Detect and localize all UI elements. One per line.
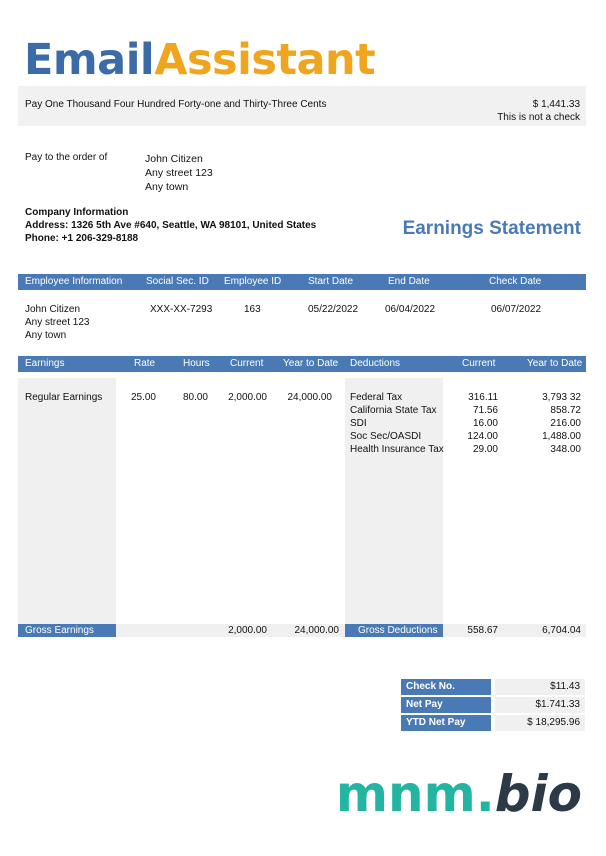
earnings-hours: 80.00 [182,392,208,403]
header-deductions: Deductions [350,358,401,369]
header-end-date: End Date [388,276,430,287]
earnings-item-name: Regular Earnings [25,392,103,403]
header-deductions-ytd: Year to Date [527,358,583,369]
earnings-name-column [18,378,116,624]
check-number-label: Check No. [401,679,491,695]
net-pay-label: Net Pay [401,697,491,713]
header-year-to-date: Year to Date [283,358,339,369]
deduction-current: 29.00 [472,444,498,455]
header-employee-id: Employee ID [224,276,282,287]
gross-earnings-current: 2,000.00 [228,625,267,636]
gross-deductions-current: 558.67 [467,625,498,636]
gross-deductions-ytd: 6,704.04 [542,625,581,636]
deduction-current: 71.56 [472,405,498,416]
company-phone: Phone: +1 206-329-8188 [25,233,139,244]
deduction-name: California State Tax [350,405,437,416]
earnings-ytd: 24,000.00 [287,392,332,403]
header-employee-information: Employee Information [25,276,123,287]
gross-earnings-label-cell [18,624,116,637]
brand-part-mnm: mnm. [335,765,495,823]
deduction-name: Soc Sec/OASDI [350,431,422,442]
deduction-ytd: 3,793 32 [542,392,581,403]
deduction-ytd: 216.00 [550,418,581,429]
gross-deductions-label-cell [345,624,443,637]
employee-start-date: 05/22/2022 [308,304,359,315]
employee-header-row [18,274,586,290]
employee-name: John Citizen [25,304,81,315]
employee-id: 163 [244,304,261,315]
deduction-current: 124.00 [467,431,498,442]
company-info-title: Company Information [25,207,129,218]
employee-street: Any street 123 [25,317,90,328]
pay-to-label: Pay to the order of [25,152,108,163]
header-social-sec-id: Social Sec. ID [146,276,209,287]
gross-earnings-label: Gross Earnings [25,625,94,636]
company-address: Address: 1326 5th Ave #640, Seattle, WA 98101, United States [25,220,317,231]
deduction-ytd: 1,488.00 [542,431,581,442]
header-deductions-current: Current [462,358,496,369]
employee-check-date: 06/07/2022 [491,304,542,315]
header-rate: Rate [134,358,156,369]
ytd-net-pay-value: $ 18,295.96 [495,715,585,731]
payee-name: John Citizen [145,153,203,165]
earnings-rate: 25.00 [130,392,156,403]
employee-town: Any town [25,330,67,341]
header-current: Current [230,358,264,369]
earnings-header-row [18,356,586,372]
gross-earnings-ytd: 24,000.00 [294,625,339,636]
deduction-ytd: 858.72 [550,405,581,416]
email-assistant-logo [24,32,375,88]
mnm-bio-brand [336,766,582,822]
deduction-name: SDI [350,418,367,429]
check-amount: $ 1,441.33 [532,99,580,110]
deduction-name: Federal Tax [350,392,403,403]
deduction-name: Health Insurance Tax [350,444,444,455]
check-number-value: $11.43 [495,679,585,695]
brand-part-bio: bio [494,765,582,823]
logo-part-assistant: Assistant [154,35,376,85]
deduction-current: 16.00 [472,418,498,429]
amount-in-words: Pay One Thousand Four Hundred Forty-one and Thirty-Three Cents [25,99,327,110]
earnings-current: 2,000.00 [228,392,267,403]
header-hours: Hours [183,358,210,369]
ytd-net-pay-label: YTD Net Pay [401,715,491,731]
header-check-date: Check Date [489,276,542,287]
logo-part-email: Email [24,35,155,85]
header-earnings: Earnings [25,358,65,369]
deduction-current: 316.11 [468,392,498,403]
deduction-ytd: 348.00 [550,444,581,455]
not-a-check-note: This is not a check [497,112,580,123]
payee-town: Any town [145,181,189,193]
net-pay-value: $1.741.33 [495,697,585,713]
gross-deductions-label: Gross Deductions [358,625,438,636]
earnings-statement-title: Earnings Statement [402,218,581,239]
employee-ssn: XXX-XX-7293 [150,304,213,315]
payee-street: Any street 123 [145,167,213,179]
header-start-date: Start Date [308,276,354,287]
employee-end-date: 06/04/2022 [385,304,436,315]
